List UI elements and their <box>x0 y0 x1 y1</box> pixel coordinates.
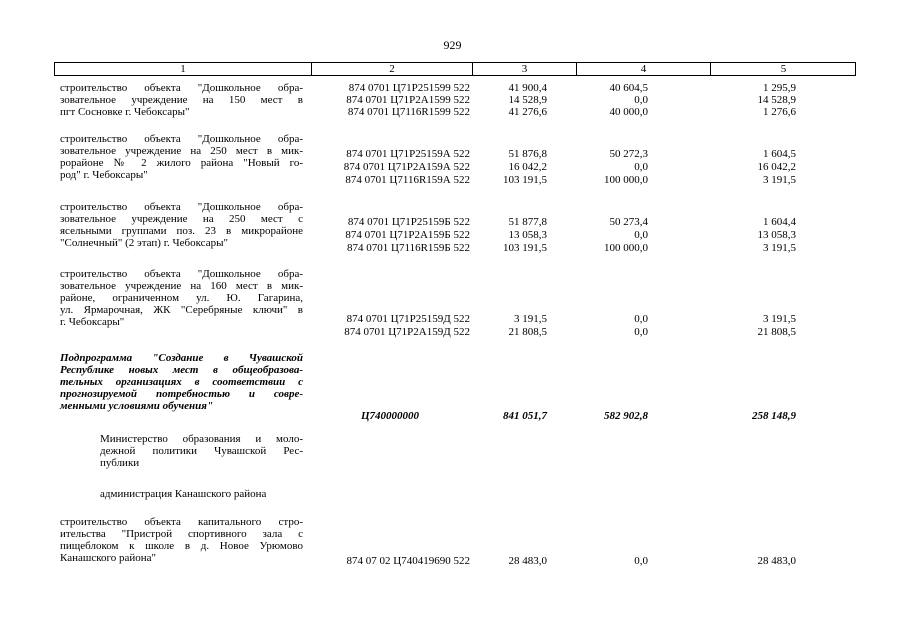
cell-code: 874 0701 Ц7116R159Б 522 <box>347 242 470 254</box>
cell-col5: 1 604,4 <box>763 216 796 228</box>
subprogram-col3: 841 051,7 <box>503 410 547 422</box>
cell-col3: 14 528,9 <box>508 94 547 106</box>
cell-col5: 3 191,5 <box>763 313 796 325</box>
cell-code: 874 0701 Ц71P25159А 522 <box>346 148 470 160</box>
cell-col4: 0,0 <box>634 161 648 173</box>
cell-col5: 3 191,5 <box>763 174 796 186</box>
cell-col4: 100 000,0 <box>604 242 648 254</box>
cell-col5: 3 191,5 <box>763 242 796 254</box>
cell-col4: 40 604,5 <box>609 82 648 94</box>
cell-col5: 14 528,9 <box>757 94 796 106</box>
cell-col5: 1 295,9 <box>763 82 796 94</box>
row-description: строительство объекта "Дошкольное обра- зовательное учреждение на 250 мест с ясельными группами поз. 23 в микрорайоне "Солнечный" (2 этап) г. Чебоксары" <box>60 201 303 249</box>
header-col-3: 3 <box>473 63 577 76</box>
cell-col3: 51 876,8 <box>508 148 547 160</box>
cell-col4: 50 273,4 <box>609 216 648 228</box>
cell-col4: 0,0 <box>634 94 648 106</box>
cell-col4: 0,0 <box>634 313 648 325</box>
cell-code: 874 0701 Ц71P2A159А 522 <box>343 161 470 173</box>
cell-col3: 13 058,3 <box>508 229 547 241</box>
cell-col3: 51 877,8 <box>508 216 547 228</box>
subprogram-title: Подпрограмма "Создание в Чувашской Республике новых мест в общеобразова- тельных организациях в соответствии с прогнозируемой потребностью и совре- менными условиями обучения" <box>60 352 303 412</box>
admin-name: администрация Канашского района <box>100 488 267 500</box>
table-header <box>54 62 856 76</box>
cell-col3: 21 808,5 <box>508 326 547 338</box>
cell-col3: 3 191,5 <box>514 313 547 325</box>
cell-col5: 16 042,2 <box>757 161 796 173</box>
row-description: строительство объекта "Дошкольное обра- зовательное учреждение на 250 мест в мик- рорайоне № 2 жилого района "Новый го- род" г. Чебоксары" <box>60 133 303 181</box>
cell-col5: 1 276,6 <box>763 106 796 118</box>
cell-col3: 41 276,6 <box>508 106 547 118</box>
cell-code: 874 0701 Ц7116R1599 522 <box>347 106 470 118</box>
subprogram-code: Ц740000000 <box>360 410 420 422</box>
row-description: строительство объекта "Дошкольное обра- зовательное учреждение на 160 мест в мик- районе, ограниченном ул. Ю. Гагарина, ул. Ярмарочная, ЖК "Серебряные ключи" в г. Чебоксары" <box>60 268 303 328</box>
ministry-name: Министерство образования и моло- дежной политики Чувашской Рес- публики <box>100 433 303 469</box>
cell-col4: 40 000,0 <box>609 106 648 118</box>
cell-code: 874 0701 Ц71P2A159Д 522 <box>344 326 470 338</box>
cell-col3: 103 191,5 <box>503 174 547 186</box>
cell-col4: 0,0 <box>634 555 648 567</box>
cell-code: 874 0701 Ц71P2A1599 522 <box>346 94 470 106</box>
row-description: строительство объекта капитального стро- ительства "Пристрой спортивного зала с пищеблоком к школе в д. Новое Урюмово Канашского района" <box>60 516 303 564</box>
page-number: 929 <box>443 38 462 52</box>
cell-code: 874 0701 Ц71P251599 522 <box>348 82 470 94</box>
cell-col3: 16 042,2 <box>508 161 547 173</box>
subprogram-col4: 582 902,8 <box>604 410 648 422</box>
subprogram-col5: 258 148,9 <box>752 410 796 422</box>
cell-code: 874 0701 Ц7116R159А 522 <box>345 174 470 186</box>
header-col-5: 5 <box>780 63 787 75</box>
cell-code: 874 0701 Ц71P2A159Б 522 <box>345 229 470 241</box>
cell-code: 874 0701 Ц71P25159Б 522 <box>347 216 470 228</box>
cell-col5: 21 808,5 <box>757 326 796 338</box>
cell-col4: 0,0 <box>634 326 648 338</box>
cell-col3: 41 900,4 <box>508 82 547 94</box>
row-description: строительство объекта "Дошкольное обра- зовательное учреждение на 150 мест в пгт Сосновке г. Чебоксары" <box>60 82 303 118</box>
cell-col5: 28 483,0 <box>757 555 796 567</box>
header-col-4: 4 <box>577 63 711 76</box>
header-col-1: 1 <box>55 63 312 76</box>
cell-col3: 103 191,5 <box>503 242 547 254</box>
cell-code: 874 0701 Ц71P25159Д 522 <box>346 313 470 325</box>
cell-col3: 28 483,0 <box>508 555 547 567</box>
cell-col4: 50 272,3 <box>609 148 648 160</box>
cell-col4: 0,0 <box>634 229 648 241</box>
header-col-2: 2 <box>312 63 473 76</box>
cell-col4: 100 000,0 <box>604 174 648 186</box>
cell-col5: 1 604,5 <box>763 148 796 160</box>
cell-code: 874 07 02 Ц740419690 522 <box>346 555 470 567</box>
cell-col5: 13 058,3 <box>757 229 796 241</box>
